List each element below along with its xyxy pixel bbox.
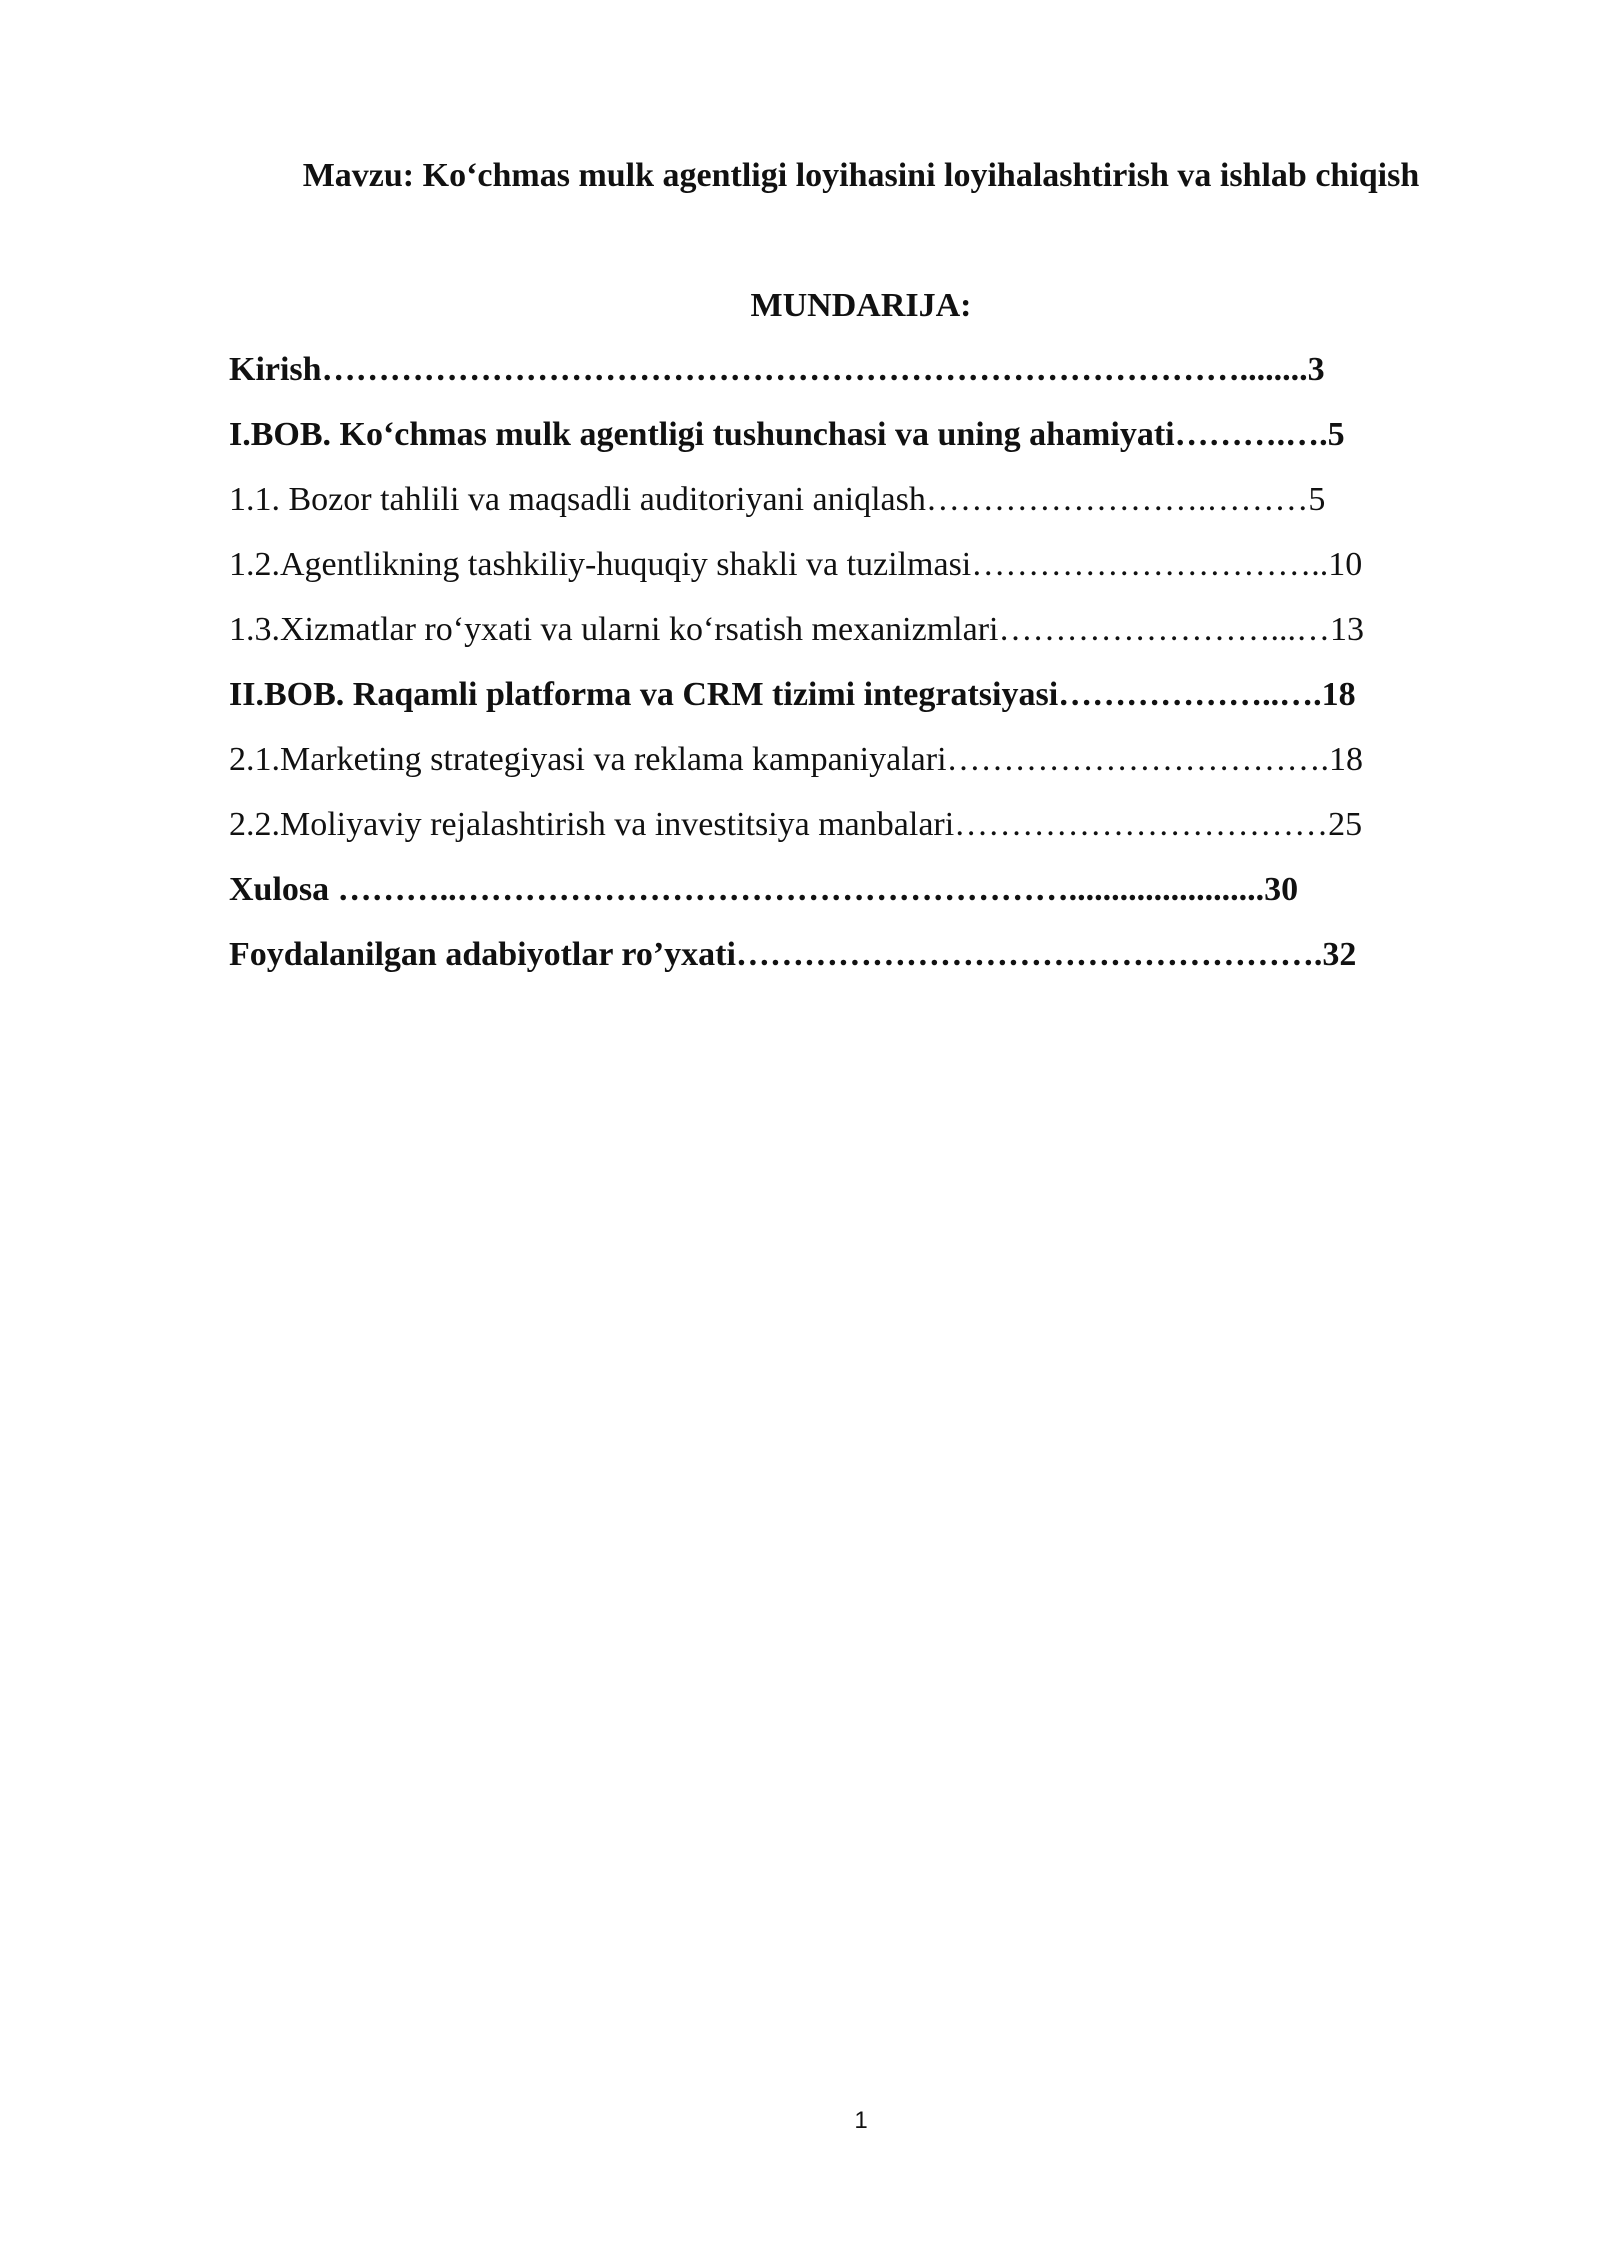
toc-entry-section-2-1: 2.1.Marketing strategiyasi va reklama kampaniyalari…………………………….18 <box>229 741 1364 778</box>
toc-entry-section-1-2: 1.2.Agentlikning tashkiliy-huquqiy shakli va tuzilmasi…………………………..10 <box>229 546 1363 583</box>
toc-entry-section-1-1: 1.1. Bozor tahlili va maqsadli auditoriyani aniqlash…………………….………5 <box>229 481 1326 518</box>
toc-entry-kirish: Kirish………………………………………………………………………........3 <box>229 351 1325 388</box>
toc-entry-chapter-1: I.BOB. Koʻchmas mulk agentligi tushunchasi va uning ahamiyati……….….5 <box>229 416 1345 453</box>
toc-entry-xulosa: Xulosa ………..……………………………………………….......................30 <box>229 871 1299 908</box>
toc-entry-section-2-2: 2.2.Moliyaviy rejalashtirish va investitsiya manbalari……………………………25 <box>229 806 1363 843</box>
toc-heading: MUNDARIJA: <box>750 287 972 324</box>
toc-entry-section-1-3: 1.3.Xizmatlar roʻyxati va ularni koʻrsatish mexanizmlari……………………...…13 <box>229 611 1364 648</box>
toc-entry-chapter-2: II.BOB. Raqamli platforma va CRM tizimi integratsiyasi………………..….18 <box>229 676 1356 713</box>
toc-entry-references: Foydalanilgan adabiyotlar ro’yxati…………………………………………….32 <box>229 936 1357 973</box>
page-number: 1 <box>854 2107 868 2134</box>
document-title: Mavzu: Koʻchmas mulk agentligi loyihasini loyihalashtirish va ishlab chiqish <box>302 157 1420 194</box>
